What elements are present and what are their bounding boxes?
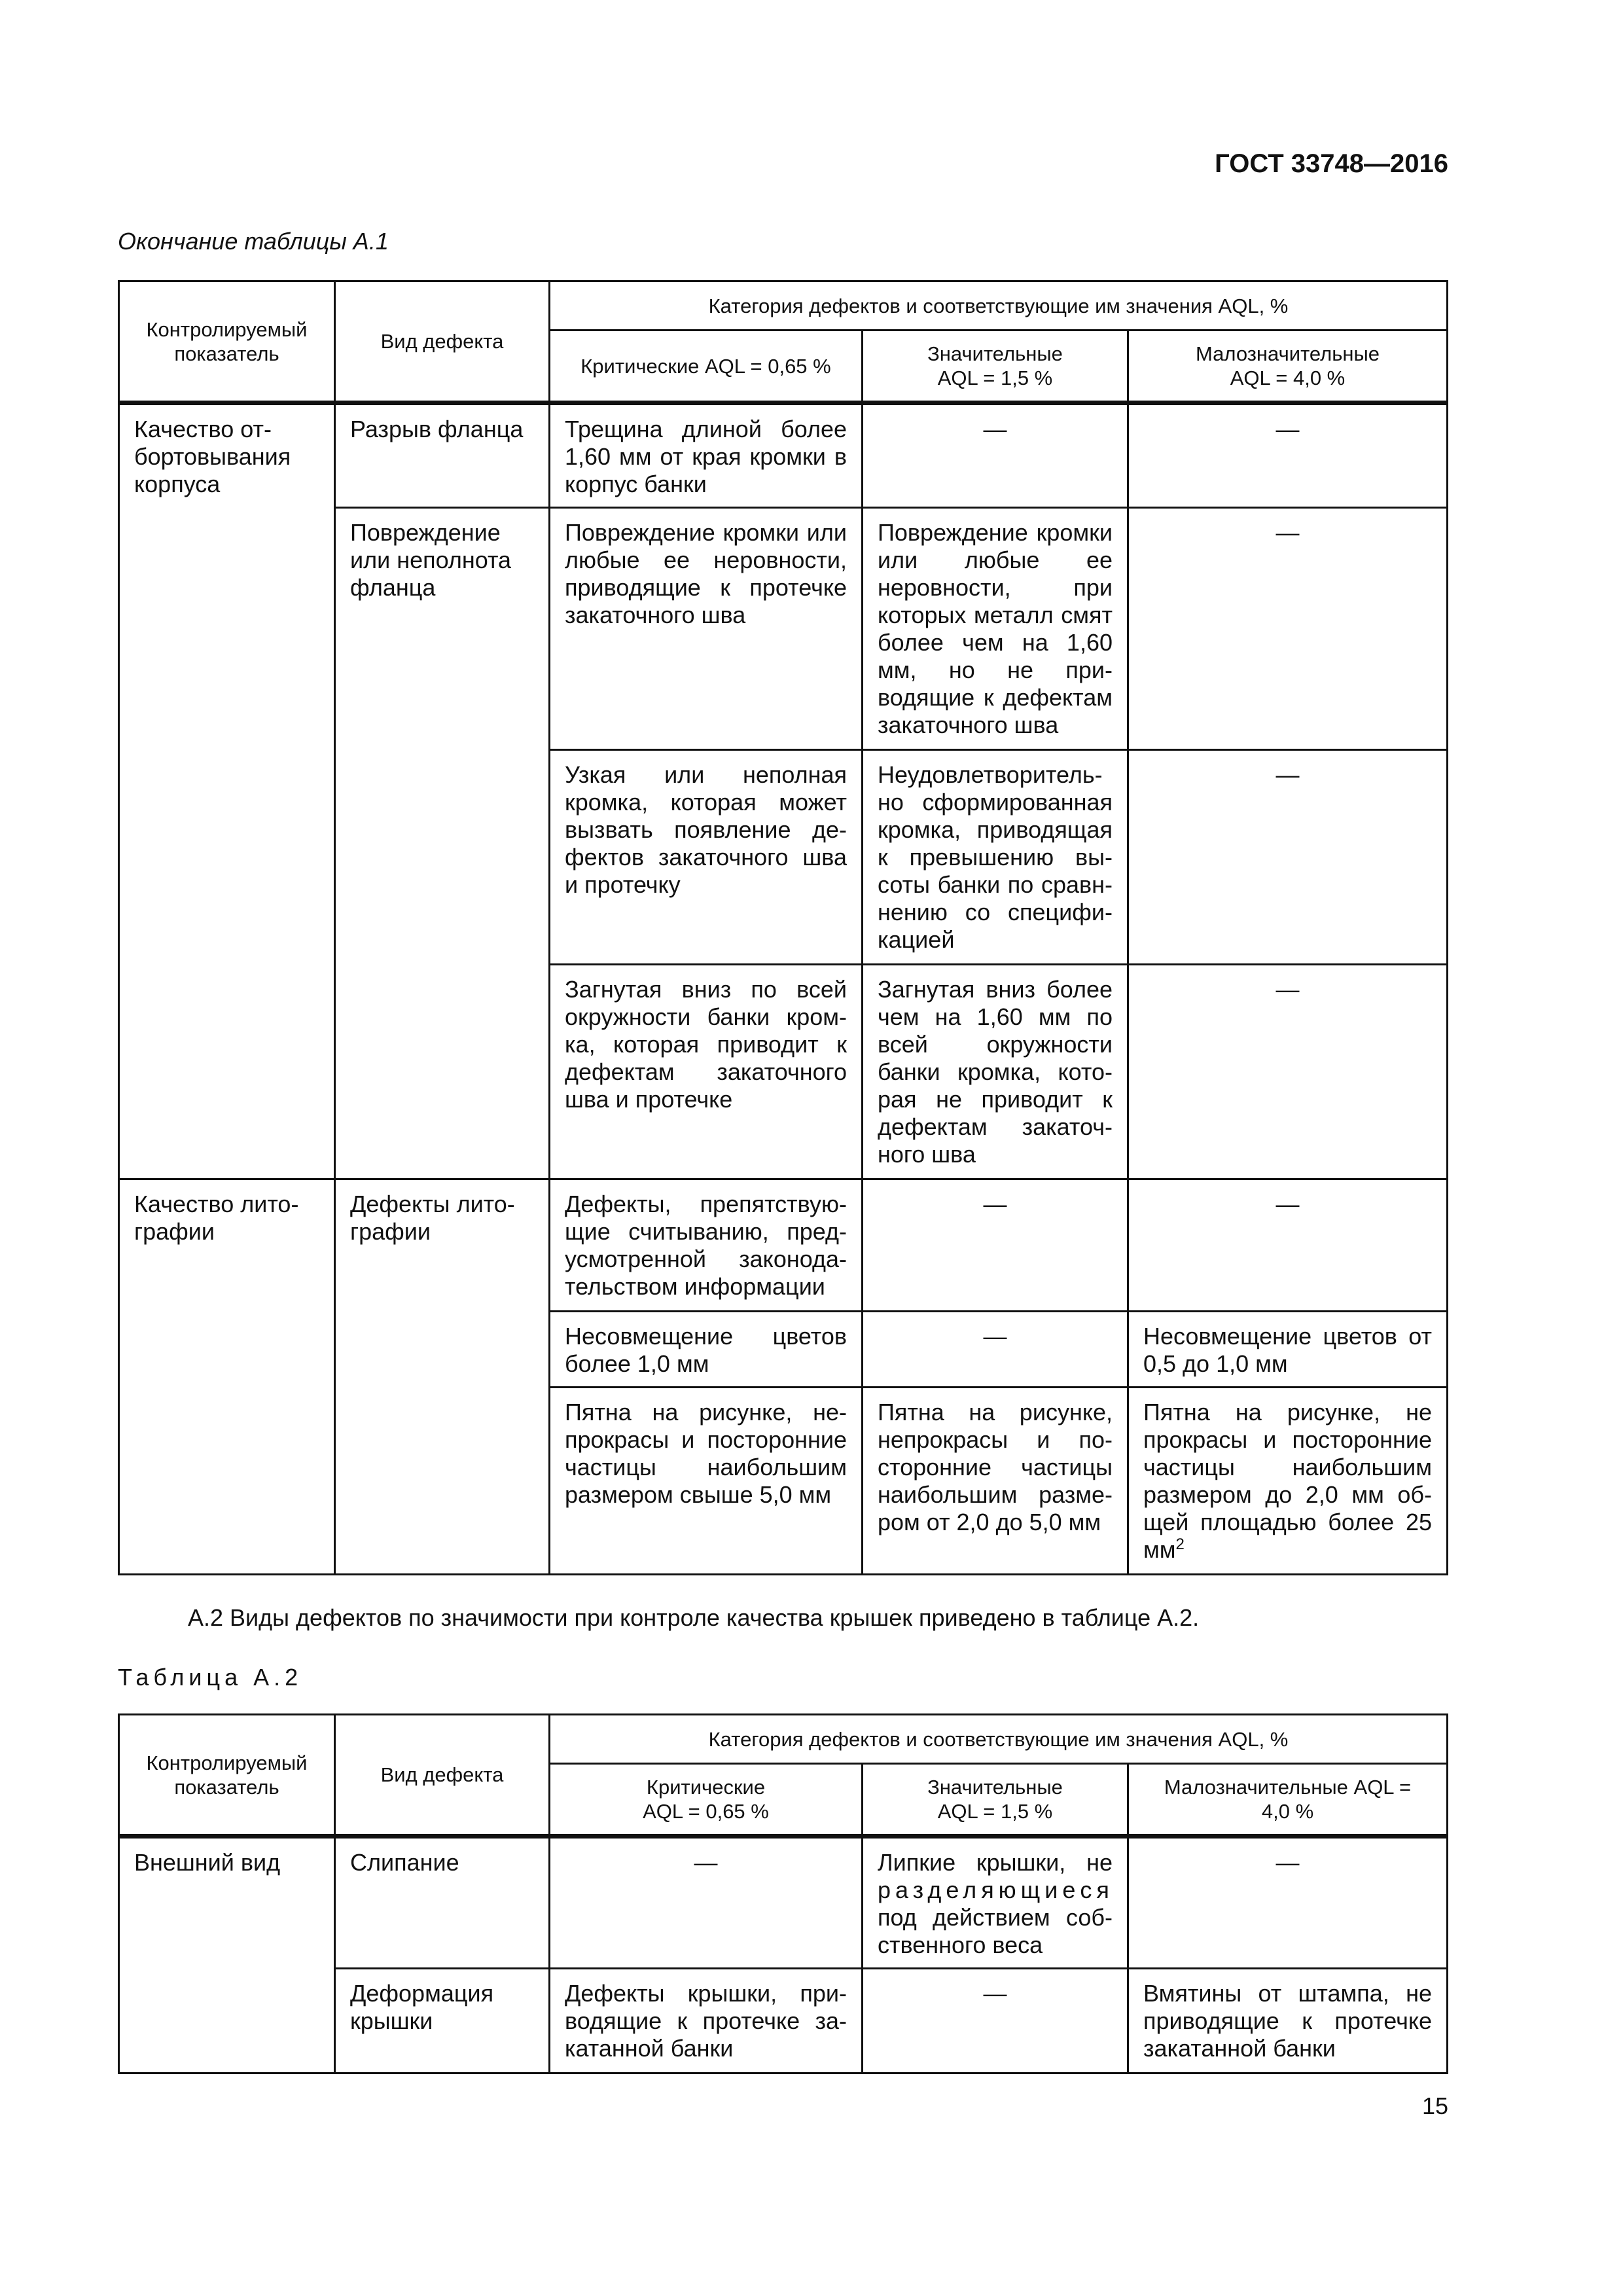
table-header-row: [119, 281, 1448, 331]
cell-critical: Трещина длиной более 1,60 мм от края кромки в корпус банки: [550, 403, 863, 508]
header-critical: Критические AQL = 0,65 %: [550, 331, 863, 403]
table-a2-caption: Таблица А.2: [118, 1664, 303, 1691]
cell-major: Пятна на рисунке, непрокрасы и посторонние частицы наибольшим размером от 2,0 до 5,0 мм: [863, 1388, 1128, 1575]
cell-defect: Деформация крышки: [335, 1969, 550, 2073]
paragraph-a2: А.2 Виды дефектов по значимости при контроле качества крышек приведено в таблице А.2.: [188, 1604, 1200, 1631]
header-minor: Малозначительные AQL = 4,0 %: [1128, 1764, 1448, 1837]
cell-critical: Загнутая вниз по всей окружности банки кромка, которая приводит к дефектам закаточного шва и протечке: [550, 965, 863, 1179]
table-row: [119, 1179, 1448, 1312]
header-major: Значительные AQL = 1,5 %: [863, 331, 1128, 403]
cell-critical: Пятна на рисунке, непрокрасы и посторонние частицы наибольшим размером свыше 5,0 мм: [550, 1388, 863, 1575]
cell-indicator: Качество отбортовывания корпуса: [119, 403, 335, 1179]
cell-minor: Вмятины от штампа, не приводящие к протечке закатанной банки: [1128, 1969, 1448, 2073]
cell-minor: Несовмещение цветов от 0,5 до 1,0 мм: [1128, 1312, 1448, 1388]
cell-defect: Дефекты литографии: [335, 1179, 550, 1575]
header-indicator: Контролируемый показатель: [119, 1715, 335, 1837]
cell-critical: Дефекты, препятствующие считыванию, предусмотренной законодательством информации: [550, 1179, 863, 1312]
cell-indicator: Качество литографии: [119, 1179, 335, 1575]
cell-critical: Дефекты крышки, приводящие к протечке закатанной банки: [550, 1969, 863, 2073]
cell-major: Липкие крышки, не разделяющиеся под действием собственного веса: [863, 1837, 1128, 1969]
header-indicator: Контролируемый показатель: [119, 281, 335, 403]
table-a1-caption: Окончание таблицы А.1: [118, 228, 389, 255]
cell-critical: Узкая или неполная кромка, которая может вызвать появление дефектов закаточного шва и протечку: [550, 750, 863, 965]
cell-major: Неудовлетворительно сформированная кромка, приводящая к превышению высоты банки по сравннению со спецификацией: [863, 750, 1128, 965]
cell-minor: —: [1128, 403, 1448, 508]
cell-minor: —: [1128, 965, 1448, 1179]
cell-major: —: [863, 1312, 1128, 1388]
cell-critical: Несовмещение цветов более 1,0 мм: [550, 1312, 863, 1388]
cell-major: —: [863, 1969, 1128, 2073]
cell-defect: Слипание: [335, 1837, 550, 1969]
table-row: [119, 403, 1448, 508]
cell-minor: —: [1128, 750, 1448, 965]
table-a2: [118, 1713, 1448, 2074]
document-code: ГОСТ 33748—2016: [1215, 149, 1448, 178]
header-category: Категория дефектов и соответствующие им значения AQL, %: [550, 1715, 1448, 1764]
header-defect-type: Вид дефекта: [335, 281, 550, 403]
cell-major: —: [863, 403, 1128, 508]
cell-minor: —: [1128, 508, 1448, 750]
cell-defect: Разрыв фланца: [335, 403, 550, 508]
cell-defect: Повреждение или неполнота фланца: [335, 508, 550, 1179]
page-number: 15: [1421, 2092, 1448, 2119]
cell-major: —: [863, 1179, 1128, 1312]
cell-minor: —: [1128, 1179, 1448, 1312]
cell-major: Повреждение кромки или любые ее неровности, при которых металл смят более чем на 1,60 мм, но не приводящие к дефектам закаточного шва: [863, 508, 1128, 750]
cell-minor: —: [1128, 1837, 1448, 1969]
table-row: [119, 1837, 1448, 1969]
cell-critical: —: [550, 1837, 863, 1969]
superscript: 2: [1175, 1535, 1185, 1553]
header-major: Значительные AQL = 1,5 %: [863, 1764, 1128, 1837]
table-header-row: [119, 1715, 1448, 1764]
cell-major: Загнутая вниз более чем на 1,60 мм по всей окружности банки кромка, которая не приводит к дефектам закаточного шва: [863, 965, 1128, 1179]
cell-minor: Пятна на рисунке, не прокрасы и посторонние частицы наибольшим размером до 2,0 мм общей площадью более 25 $мм^2$: [1128, 1388, 1448, 1575]
header-critical: Критические AQL = 0,65 %: [550, 1764, 863, 1837]
cell-critical: Повреждение кромки или любые ее неровности, приводящие к протечке закаточного шва: [550, 508, 863, 750]
header-minor: Малозначительные AQL = 4,0 %: [1128, 331, 1448, 403]
header-category: Категория дефектов и соответствующие им значения AQL, %: [550, 281, 1448, 331]
header-defect-type: Вид дефекта: [335, 1715, 550, 1837]
cell-indicator: Внешний вид: [119, 1837, 335, 2073]
table-a1: [118, 280, 1448, 1575]
